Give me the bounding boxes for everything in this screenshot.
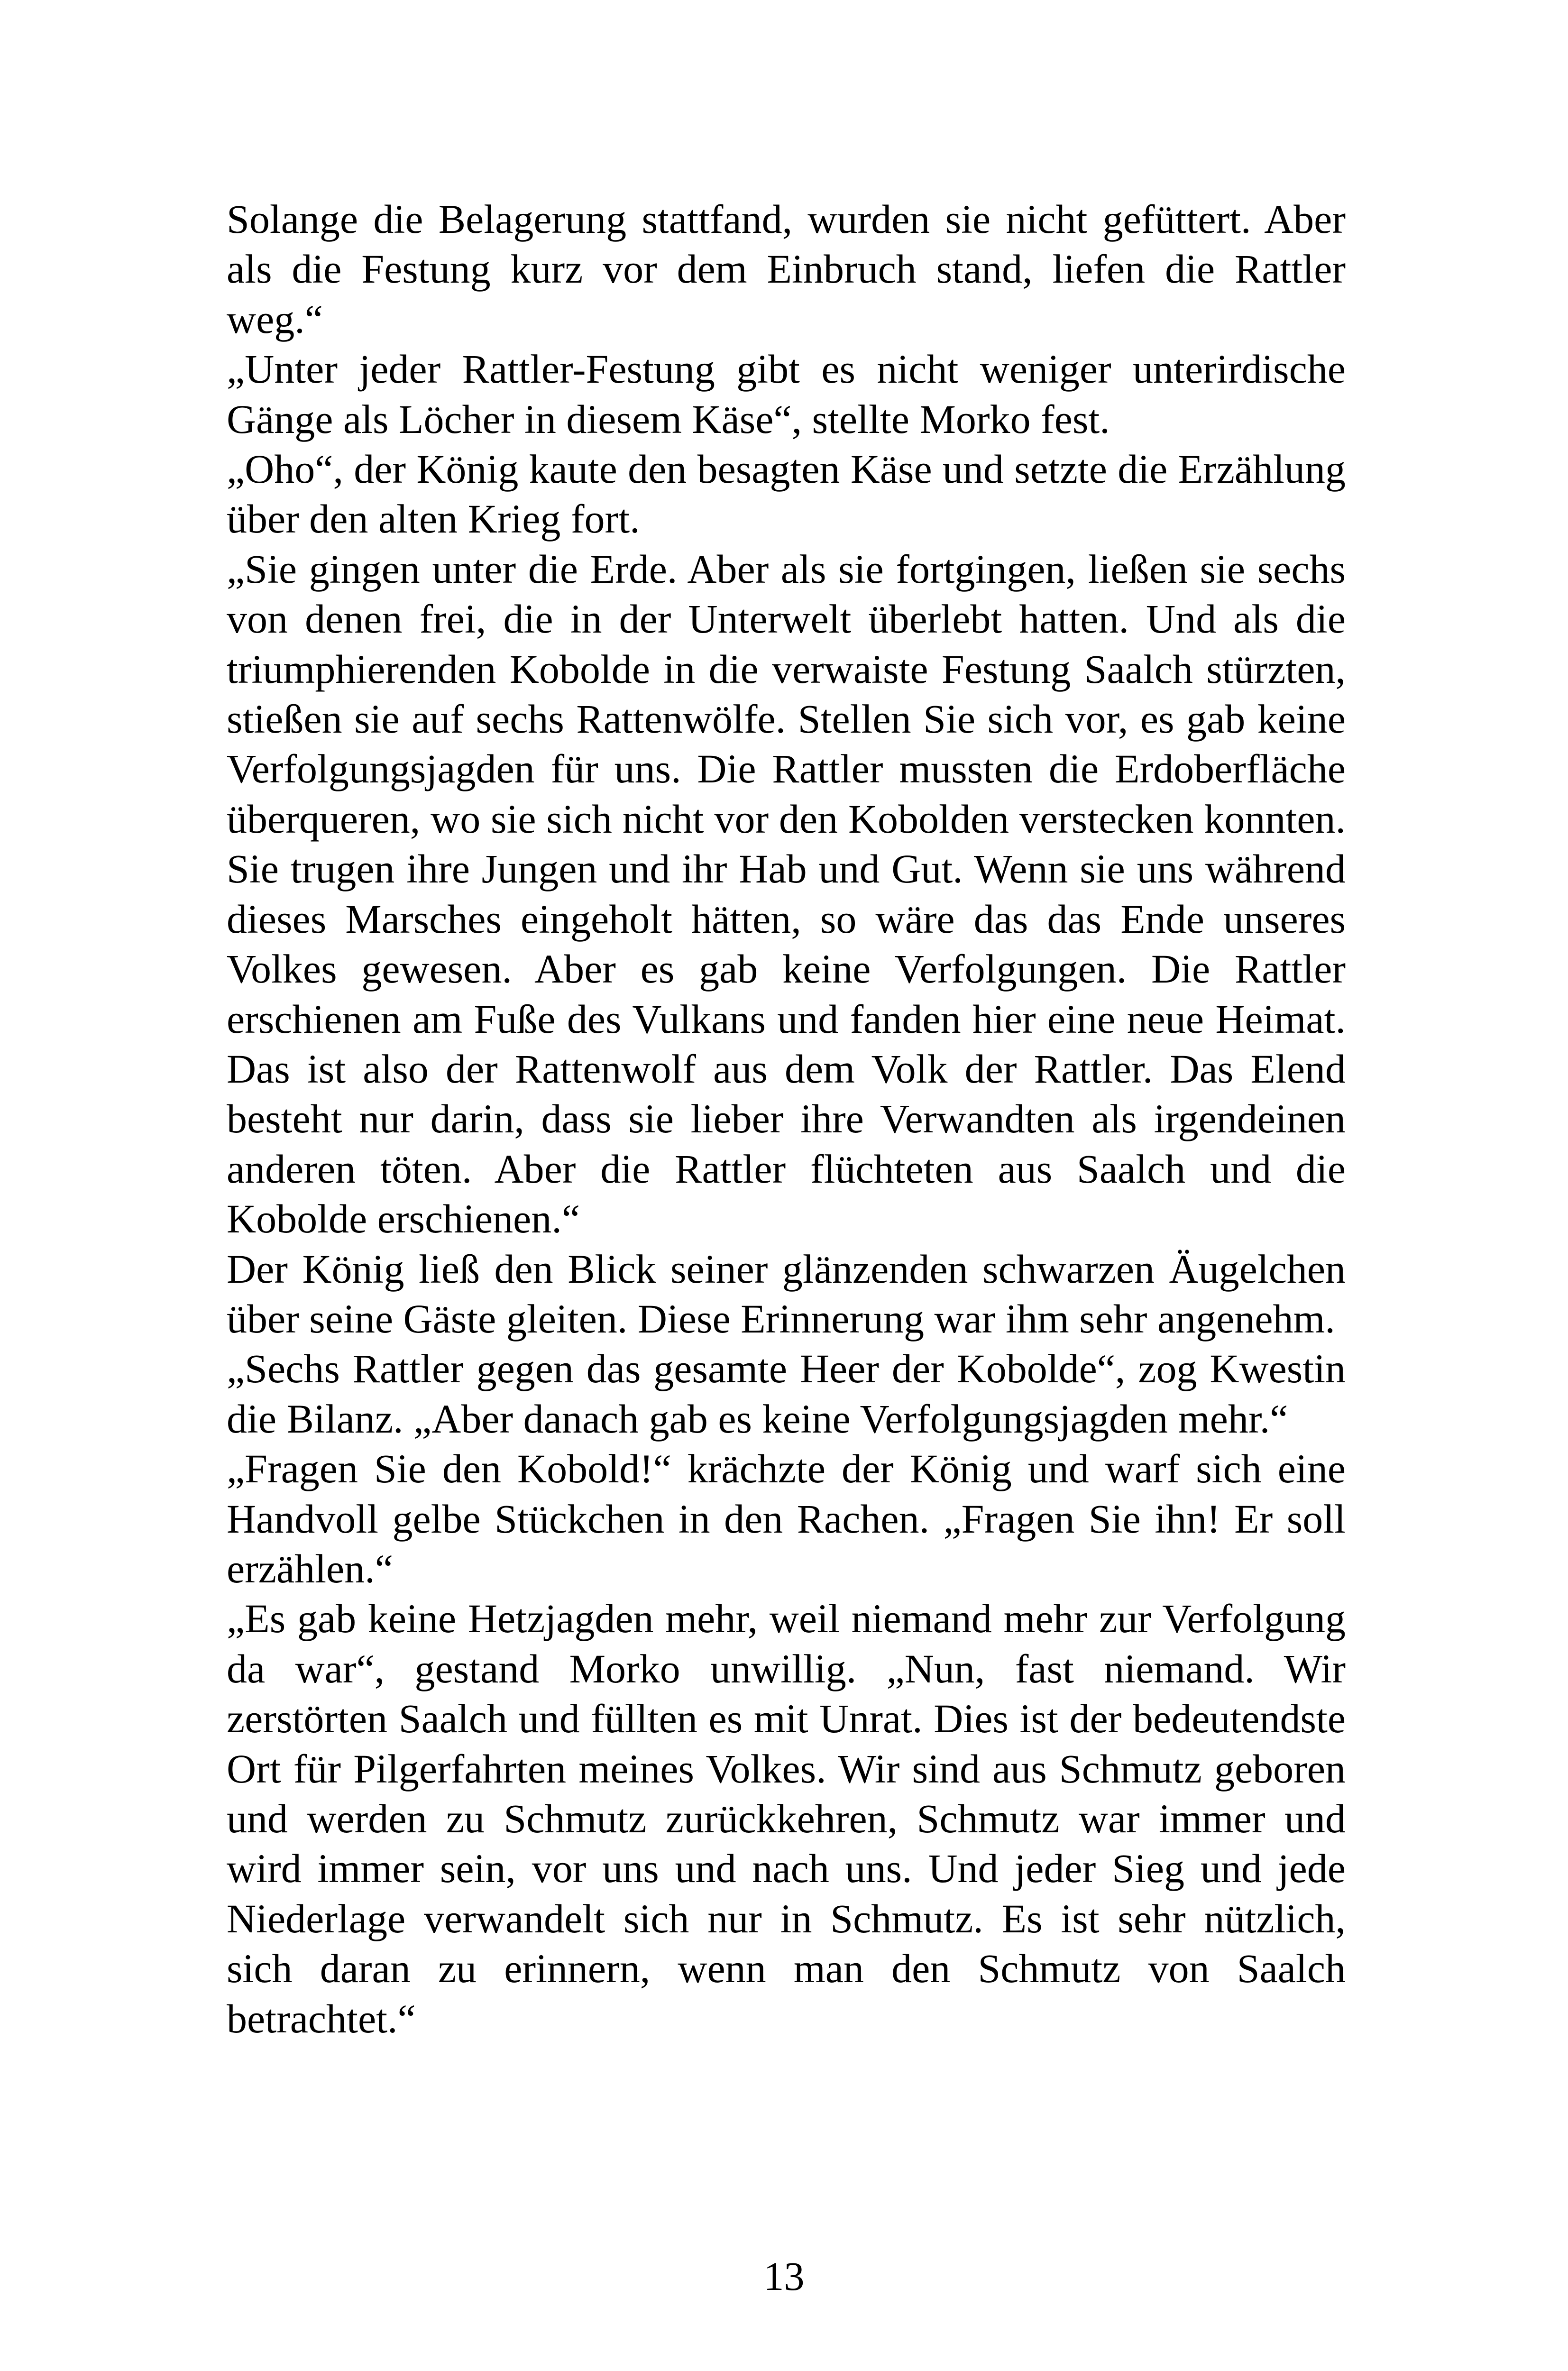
paragraph: Der König ließ den Blick seiner glänzenden schwarzen Äugelchen über seine Gäste gleiten. Diese Erinnerung war ihm sehr angenehm.: [227, 1246, 1346, 1342]
paragraph: „Sie gingen unter die Erde. Aber als sie fortgingen, ließen sie sechs von denen frei, die in der Unterwelt überlebt hatten. Und als die triumphierenden Kobolde in die verwaiste Festung Saalch stürzten, stießen sie auf sechs Rattenwölfe. Stellen Sie sich vor, es gab keine Verfolgungsjagden für uns. Die Rattler mussten die Erdoberfläche überqueren, wo sie sich nicht vor den Kobolden verstecken konnten. Sie trugen ihre Jungen und ihr Hab und Gut. Wenn sie uns während dieses Marsches eingeholt hätten, so wäre das das Ende unseres Volkes gewesen. Aber es gab keine Verfolgungen. Die Rattler erschienen am Fuße des Vulkans und fanden hier eine neue Heimat. Das ist also der Rattenwolf aus dem Volk der Rattler. Das Elend besteht nur darin, dass sie lieber ihre Verwandten als irgendeinen anderen töten. Aber die Rattler flüchteten aus Saalch und die Kobolde erschienen.“: [227, 546, 1346, 1242]
paragraph: „Sechs Rattler gegen das gesamte Heer der Kobolde“, zog Kwestin die Bilanz. „Aber danach gab es keine Verfolgungsjagden mehr.“: [227, 1346, 1346, 1442]
page-number: 13: [763, 2253, 805, 2299]
paragraph: „Unter jeder Rattler-Festung gibt es nicht weniger unterirdische Gänge als Löcher in diesem Käse“, stellte Morko fest.: [227, 346, 1346, 442]
paragraph: „Fragen Sie den Kobold!“ krächzte der König und warf sich eine Handvoll gelbe Stückchen in den Rachen. „Fragen Sie ihn! Er soll erzählen.“: [227, 1446, 1346, 1591]
body-text: [227, 194, 1346, 2044]
paragraph: Solange die Belagerung stattfand, wurden sie nicht gefüttert. Aber als die Festung kurz vor dem Einbruch stand, liefen die Rattler weg.“: [227, 196, 1346, 342]
paragraph: „Oho“, der König kaute den besagten Käse und setzte die Erzählung über den alten Krieg fort.: [227, 446, 1346, 542]
paragraph: „Es gab keine Hetzjagden mehr, weil niemand mehr zur Verfolgung da war“, gestand Morko unwillig. „Nun, fast niemand. Wir zerstörten Saalch und füllten es mit Unrat. Dies ist der bedeutendste Ort für Pilgerfahrten meines Volkes. Wir sind aus Schmutz geboren und werden zu Schmutz zurückkehren, Schmutz war immer und wird immer sein, vor uns und nach uns. Und jeder Sieg und jede Niederlage verwandelt sich nur in Schmutz. Es ist sehr nützlich, sich daran zu erinnern, wenn man den Schmutz von Saalch betrachtet.“: [227, 1596, 1346, 2041]
